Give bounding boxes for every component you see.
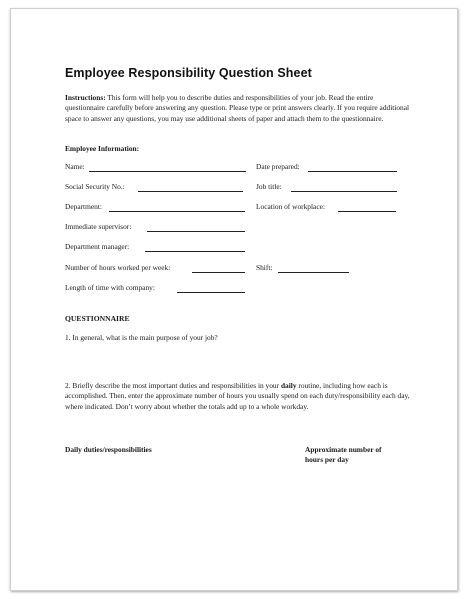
hours-per-week-field[interactable] xyxy=(192,272,245,273)
question-2 xyxy=(65,381,413,412)
name-label: Name: xyxy=(65,162,85,171)
instructions-label: Instructions: xyxy=(65,93,106,102)
duties-column-header: Daily duties/responsibilities xyxy=(65,445,152,454)
length-of-time-label: Length of time with company: xyxy=(65,283,155,292)
name-field[interactable] xyxy=(89,171,246,172)
location-label: Location of workplace: xyxy=(256,202,325,211)
question-2-text-start: 2. Briefly describe the most important duties and responsibilities in your xyxy=(65,381,281,390)
length-of-time-field[interactable] xyxy=(177,292,245,293)
date-prepared-field[interactable] xyxy=(308,171,397,172)
instructions-text: This form will help you to describe duties and responsibilities of your job. Read the entire questionnaire carefully before answering any question. Please type or print answers clearly. If you require additional space to answer any questions, you may use additional sheets of paper and attach them to the questionnaire. xyxy=(65,93,410,123)
ssn-field[interactable] xyxy=(138,191,243,192)
instructions-paragraph xyxy=(65,93,413,124)
department-field[interactable] xyxy=(109,211,245,212)
date-prepared-label: Date prepared: xyxy=(256,162,300,171)
shift-label: Shift: xyxy=(256,263,273,272)
employee-information-header: Employee Information: xyxy=(65,144,140,153)
question-2-emphasis: daily xyxy=(280,381,297,390)
hours-per-week-label: Number of hours worked per week: xyxy=(65,263,171,272)
question-1: 1. In general, what is the main purpose of your job? xyxy=(65,333,218,342)
shift-field[interactable] xyxy=(278,272,349,273)
department-manager-label: Department manager: xyxy=(65,242,130,251)
supervisor-field[interactable] xyxy=(147,231,245,232)
ssn-label: Social Security No.: xyxy=(65,182,125,191)
department-label: Department: xyxy=(65,202,102,211)
document-page xyxy=(10,8,458,591)
department-manager-field[interactable] xyxy=(145,251,245,252)
location-field[interactable] xyxy=(338,211,396,212)
job-title-field[interactable] xyxy=(291,191,397,192)
question-2-text-end: routine, including how each is accomplished. Then, enter the approximate number of hours you usually spend on each duty/responsibility each day, where indicated. Don’t worry about whether the totals add up to a whole workday. xyxy=(65,381,410,411)
hours-column-header: Approximate number of hours per day xyxy=(305,445,382,465)
questionnaire-header: QUESTIONNAIRE xyxy=(65,314,130,323)
job-title-label: Job title: xyxy=(256,182,282,191)
form-title: Employee Responsibility Question Sheet xyxy=(65,66,312,80)
supervisor-label: Immediate supervisor: xyxy=(65,222,132,231)
